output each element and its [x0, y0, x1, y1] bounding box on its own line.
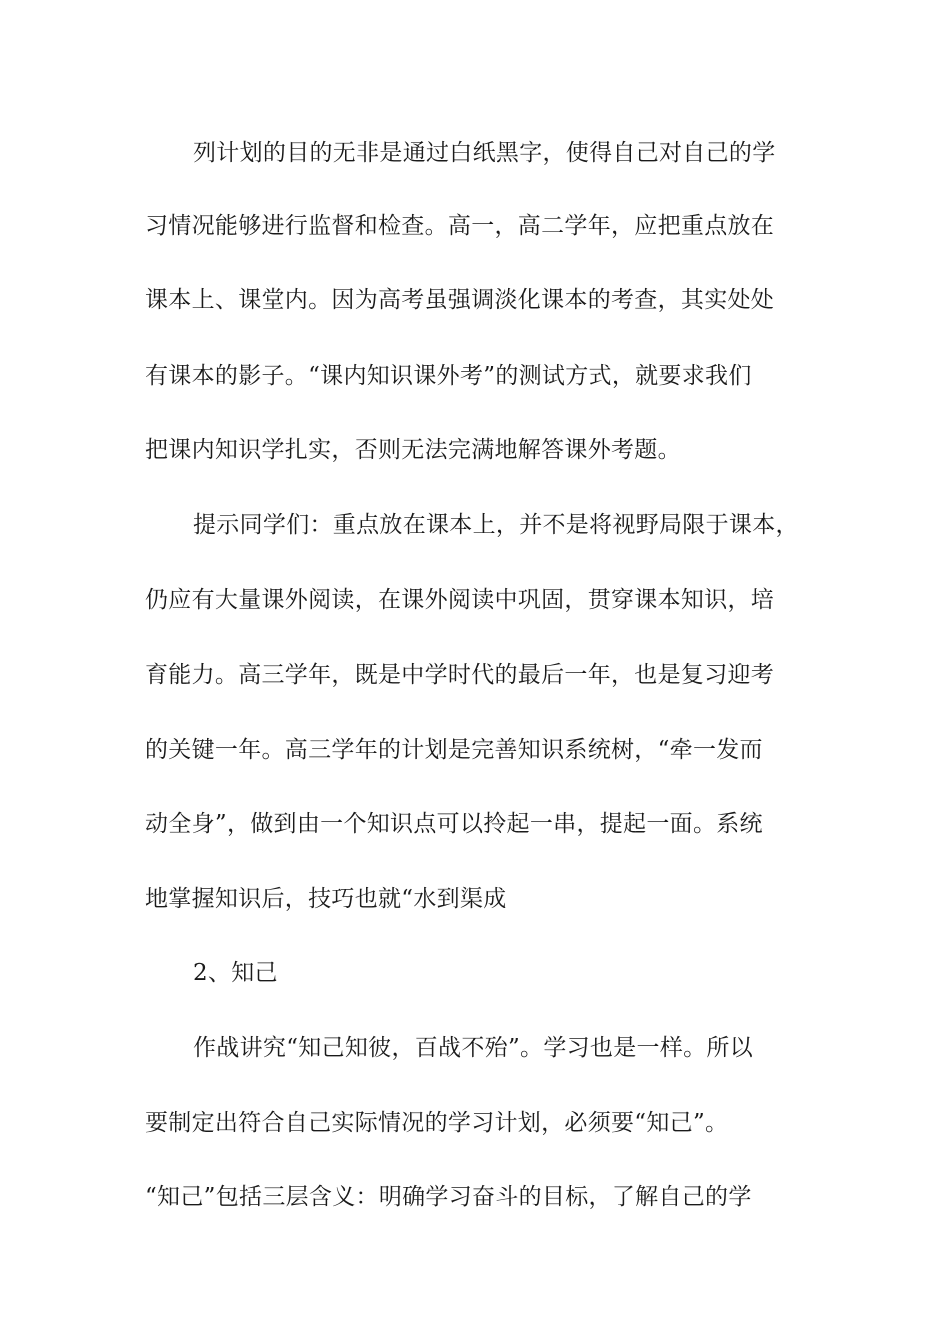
paragraph-line: 习情况能够进行监督和检查。高一，高二学年，应把重点放在 — [145, 213, 775, 239]
paragraph-line: 课本上、课堂内。因为高考虽强调淡化课本的考查，其实处处 — [145, 287, 775, 313]
paragraph-line: 育能力。高三学年，既是中学时代的最后一年，也是复习迎考 — [145, 662, 775, 688]
paragraph-line: 列计划的目的无非是通过白纸黑字，使得自己对自己的学 — [193, 140, 776, 166]
paragraph-line: 要制定出符合自己实际情况的学习计划，必须要“知己”。 — [145, 1110, 729, 1136]
paragraph-line: 动全身”，做到由一个知识点可以拎起一串，提起一面。系统 — [145, 811, 763, 837]
paragraph-line: 地掌握知识后，技巧也就“水到渠成 — [145, 886, 507, 912]
section-heading: 2、知己 — [193, 960, 278, 986]
paragraph-line: 把课内知识学扎实，否则无法完满地解答课外考题。 — [145, 437, 681, 463]
paragraph-line: 提示同学们：重点放在课本上，并不是将视野局限于课本， — [193, 512, 799, 538]
paragraph-line: 有课本的影子。“课内知识课外考”的测试方式，就要求我们 — [145, 363, 752, 389]
paragraph-line: 作战讲究“知己知彼，百战不殆”。学习也是一样。所以 — [193, 1035, 754, 1061]
paragraph-line: “知己”包括三层含义：明确学习奋斗的目标，了解自己的学 — [145, 1184, 752, 1210]
paragraph-line: 的关键一年。高三学年的计划是完善知识系统树，“牵一发而 — [145, 737, 763, 763]
paragraph-line: 仍应有大量课外阅读，在课外阅读中巩固，贯穿课本知识，培 — [145, 587, 775, 613]
